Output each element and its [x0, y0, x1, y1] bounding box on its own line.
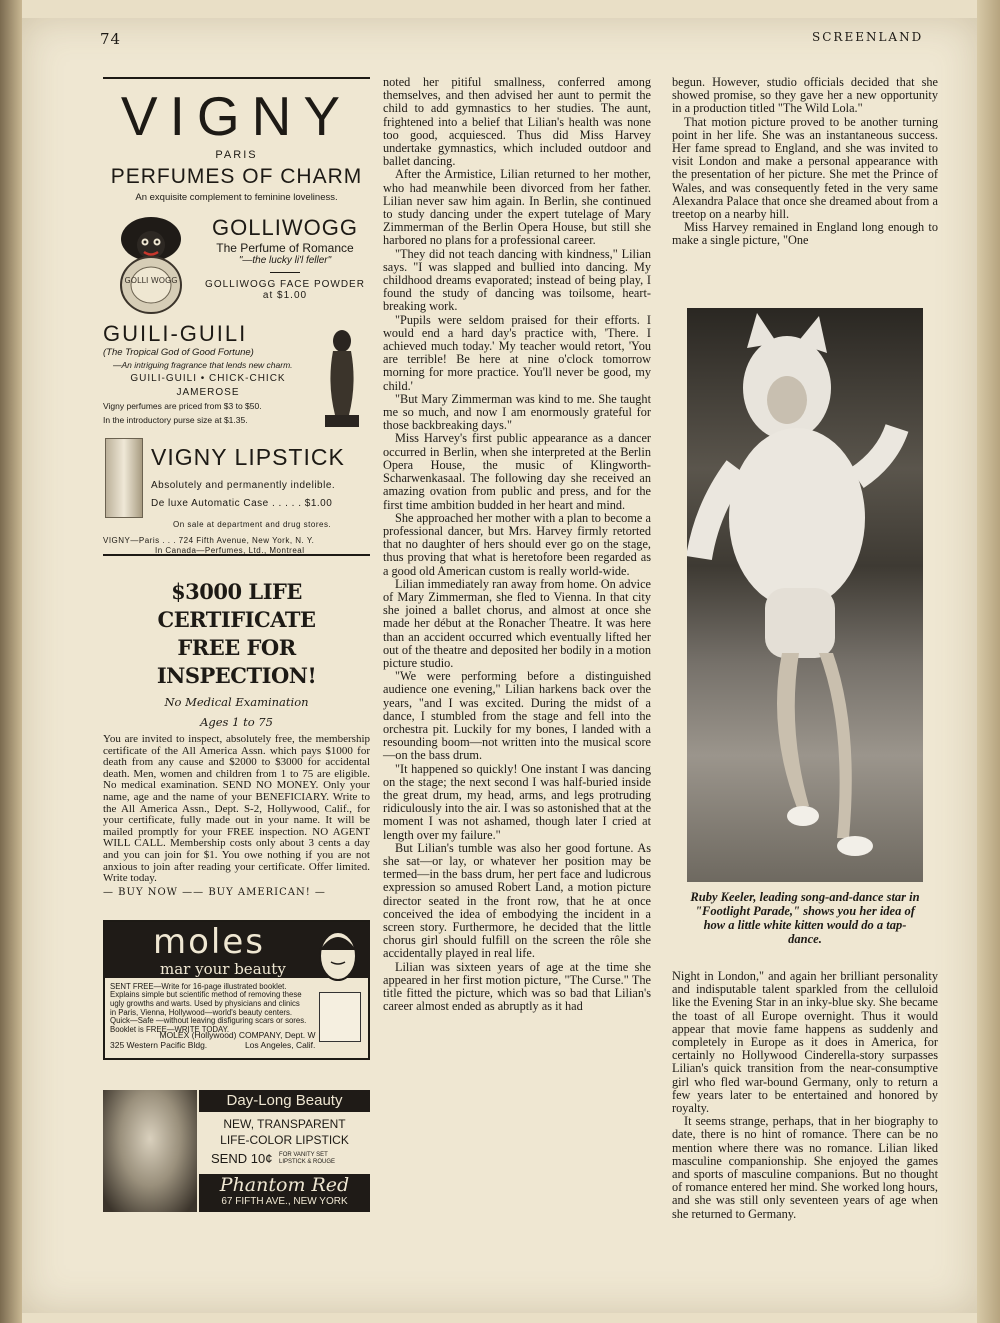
vigny-address-2: In Canada—Perfumes, Ltd., Montreal — [155, 546, 305, 555]
article-paragraph: noted her pitiful smallness, conferred among themselves, and then advised her aunt to permit the child to add gymnastics to her studies. The aunt, frightened into a belief that Lilian's health was none too good, acquiesced. Thus did Miss Harvey undertake gymnastics, which included outdoor and ballet dancing. — [383, 75, 651, 169]
ruby-keeler-photo — [687, 308, 923, 882]
guili-desc: —An intriguing fragrance that lends new charm. — [113, 360, 293, 370]
photo-caption: Ruby Keeler, leading song-and-dance star in "Footlight Parade," shows you her idea of how a little white kitten would do a tap-dance. — [690, 890, 920, 946]
moles-company-name: MOLEX (Hollywood) COMPANY, Dept. W — [159, 1029, 316, 1040]
moles-ad — [103, 920, 370, 1060]
divider — [270, 272, 300, 273]
vigny-city: PARIS — [215, 149, 258, 161]
vigny-brand: VIGNY — [120, 85, 353, 147]
dancer-figure-illustration — [687, 308, 923, 882]
day-long-beauty-ad — [103, 1090, 370, 1212]
guili-text — [103, 321, 313, 426]
page-right-edge — [977, 0, 1000, 1323]
article-column-3-bottom — [672, 970, 938, 1221]
article-column-3-top — [672, 76, 938, 248]
bottle-label: GOLLI WOGG — [124, 276, 178, 285]
price-line-1: Vigny perfumes are priced from $3 to $50. — [103, 401, 262, 411]
article-paragraph: Night in London," and again her brilliant personality and indisputable talent sparkled from the celluloid like the Evening Star in an inky-blue sky. She became the toast of all Europe overnight. Thus it would appear that movie fame happens as suddenly and completely in Europe as it does in America, for certainly no Hollywood Cinderella-story surpasses Lilian's quick transition from the near-consumptive girl who fled war-bound Germany, only to return a few years later to be entertained and honored by royalty. — [672, 969, 938, 1116]
price-line-2: In the introductory purse size at $1.35. — [103, 415, 248, 425]
guili-name: GUILI-GUILI — [103, 321, 248, 346]
phantom-red-address: 67 FIFTH AVE., NEW YORK — [221, 1195, 348, 1207]
article-paragraph: But Lilian's tumble was also her good fortune. As she sat—or lay, or whatever her position may be termed—in the bass drum, her pert face and ludicrous expression so amused Robert Land, a motion picture director seated in the front row, that he at once conceived the idea of embodying the incident in a screen story. Furthermore, he decided that the little chorus girl should fulfill on the screen the rôle she accidentally played in real life. — [383, 840, 651, 961]
lipstick-line-2: De luxe Automatic Case . . . . . $1.00 — [151, 498, 333, 509]
woman-face-illustration — [311, 926, 365, 986]
article-paragraph: "It happened so quickly! One instant I was dancing on the stage; the next second I was half-buried inside the great drum, my head, arms, and legs protruding ridiculously into the air. I was so astonished that at the moment I was not ashamed, though later I cried at length over my failure." — [383, 761, 651, 842]
certificate-body: You are invited to inspect, absolutely free, the membership certificate of the All America Assn. which pays $1000 for death from any cause and $2000 to $3000 for accidental death. Men, women and children from 1 to 75 are eligible. No medical examination. SEND NO MONEY. Only your name, age and the name of your BENEFICIARY. Write to the All America Assn., Dept. S-2, Hollywood, Calif., for your certificate, fully made out in your name. It will be mailed promptly for your FREE inspection. NO AGENT WILL CALL. Membership costs only about 3 cents a day and you can join for $1. You owe nothing if you are not anxious to join after reading your certificate. Offer limited. Write today. — [103, 733, 370, 885]
certificate-sub-1: No Medical Examination — [164, 695, 309, 709]
day-long-send — [199, 1151, 382, 1167]
article-paragraph: After the Armistice, Lilian returned to her mother, who had meanwhile been divorced from her father. Lilian never saw him again. In Berlin, she continued to study dancing under the expert tutelage of Mary Zimmerman of the Berlin Opera House, but still she harbored no plans for a professional career. — [383, 167, 651, 248]
send-label: SEND 10¢ — [211, 1150, 273, 1166]
golliwogg-quote: "—the lucky li'l feller" — [238, 255, 332, 266]
article-paragraph: Miss Harvey's first public appearance as a dancer occurred in Berlin, when she interpreted at the Berlin Opera House, the music of Klingworth-Scharwenkasaal. The following day she received an amazing ovation from public and press, and for the first time ambition budded in her heart and mind. — [383, 431, 651, 512]
moles-title: moles — [153, 921, 265, 962]
article-paragraph: "They did not teach dancing with kindness," Lilian says. "I was slapped and bullied into dancing. My childhood dreams evaporated; instead of being play, I found the study of dancing was toilsome, heart-breaking work. — [383, 246, 651, 314]
golliwogg-desc: The Perfume of Romance — [216, 241, 354, 255]
golliwogg-name: GOLLIWOGG — [212, 215, 358, 240]
vigny-headline: PERFUMES OF CHARM — [110, 165, 363, 188]
article-column-2 — [383, 76, 651, 1013]
guili-subtitle: (The Tropical God of Good Fortune) — [103, 347, 254, 358]
send-note-1: FOR VANITY SET — [279, 1152, 328, 1159]
article-paragraph: She approached her mother with a plan to become a professional dancer, but Mrs. Harvey firmly retorted that no daughter of hers should ever go on the stage, thus proving that what is heretofore been regarded as a good old American custom is really world-wide. — [383, 510, 651, 578]
vigny-tagline: An exquisite complement to feminine loveliness. — [135, 192, 338, 203]
article-paragraph: Lilian immediately ran away from home. On advice of Mary Zimmerman, she fled to Vienna. In that city she joined a ballet chorus, and almost at once she made her début at the Ronacher Theatre. It was here than an accident occurred which eventually lifted her out of the theatre and deposited her bodily in a motion picture studio. — [383, 576, 651, 670]
golliwogg-text — [199, 215, 371, 301]
certificate-sub-2: Ages 1 to 75 — [200, 715, 273, 729]
article-paragraph: begun. However, studio officials decided that she showed promise, so they gave her a new opportunity in a production titled "The Wild Lola." — [672, 75, 938, 116]
article-paragraph: "Pupils were seldom praised for their efforts. I would end a hard day's practice with, 'There. I achieved much today.' My teacher would retort, 'You are terrible! Be here at nine o'clock tomorrow morning for more practice. You'll never be good, my child.' — [383, 312, 651, 393]
moles-company — [110, 1029, 365, 1050]
send-note-2: LIPSTICK & ROUGE — [279, 1159, 336, 1166]
face-powder: GOLLIWOGG FACE POWDER — [205, 279, 365, 290]
guili-list-2: JAMEROSE — [176, 387, 240, 398]
lipstick-line-1: Absolutely and permanently indelible. — [151, 480, 336, 491]
certificate-headline-1: $3000 LIFE CERTIFICATE — [157, 579, 316, 632]
lipstick-line-3: On sale at department and drug stores. — [173, 520, 332, 529]
page-gutter-shadow — [0, 0, 22, 1323]
idol-statue-illustration — [315, 323, 369, 431]
ad-column — [103, 77, 370, 1212]
moles-address: 325 Western Pacific Bldg. Los Angeles, Calif. — [110, 1039, 316, 1050]
guili-list-1: GUILI-GUILI • CHICK-CHICK — [130, 373, 286, 384]
page-number: 74 — [100, 30, 122, 48]
moles-subtitle: mar your beauty — [160, 959, 286, 978]
article-paragraph: "But Mary Zimmerman was kind to me. She taught me so much, and now I am enormously grateful for those backbreaking days." — [383, 391, 651, 433]
vigny-address-1: VIGNY—Paris . . . 724 Fifth Avenue, New York, N. Y. — [103, 536, 315, 545]
phantom-red-brand: Phantom Red — [219, 1173, 350, 1196]
article-paragraph: Lilian was sixteen years of age at the time she appeared in her first motion picture, "The Curse." The title fitted the picture, which was so bad that Lilian's career almost ended as abruptly as it had — [383, 959, 651, 1014]
ad-top-rule — [103, 77, 370, 79]
guili-section — [103, 321, 370, 436]
golliwogg-bottle-illustration — [111, 213, 191, 318]
life-certificate-ad — [103, 554, 370, 898]
day-long-headline: Day-Long Beauty — [199, 1090, 370, 1112]
lipstick-title: VIGNY LIPSTICK — [151, 444, 345, 470]
vigny-lipstick-section — [103, 436, 370, 554]
day-long-line-1: NEW, TRANSPARENT — [223, 1116, 346, 1131]
article-paragraph: Miss Harvey remained in England long enough to make a single picture, "One — [672, 220, 938, 248]
lipstick-tube-illustration — [105, 438, 143, 518]
day-long-line-2: LIFE-COLOR LIPSTICK — [220, 1132, 349, 1147]
article-paragraph: It seems strange, perhaps, that in her biography to date, there is no hint of romance. There can be no mention where there was no romance. Lilian liked masculine companionship. She enjoyed the games and sports of masculine companions. But no thought of romance entered her mind. She worked long hours, and she was still only seventeen years of age when she returned to Germany. — [672, 1114, 938, 1221]
article-paragraph: "We were performing before a distinguished audience one evening," Lilian harkens back over the years, "and I was excited. During the midst of a dance, I stumbled from the stage and fell into the orchestra pit. Luckily for my bones, I landed with a resounding boom—not written into the musical score—on the bass drum. — [383, 669, 651, 763]
moles-body: SENT FREE—Write for 16-page illustrated booklet. Explains simple but scientific method of removing these ugly growths and warts. Used by physicians and clinics in Paris, Vienna, Hollywood—world's beauty centers. Quick—Safe —without leaving disfiguring scars or sores. Booklet is FREE—WRITE TODAY. — [110, 981, 307, 1034]
golliwogg-section — [103, 209, 370, 321]
phantom-red-banner — [199, 1174, 370, 1212]
magazine-title: SCREENLAND — [812, 30, 924, 44]
certificate-footer: — BUY NOW —— BUY AMERICAN! — — [103, 886, 326, 898]
article-paragraph: That motion picture proved to be another turning point in her life. She was an instantaneous success. Her fame spread to England, and she was invited to visit London and make a personal appearance with the presentation of her picture. She met the Prince of Wales, and was consequently feted in the very same Alexandra Palace that once she dreamed about from a treetop on a nearby hill. — [672, 114, 938, 222]
certificate-headline-2: FREE FOR INSPECTION! — [156, 635, 317, 688]
model-photo — [103, 1090, 197, 1212]
face-powder-price: at $1.00 — [262, 290, 308, 301]
